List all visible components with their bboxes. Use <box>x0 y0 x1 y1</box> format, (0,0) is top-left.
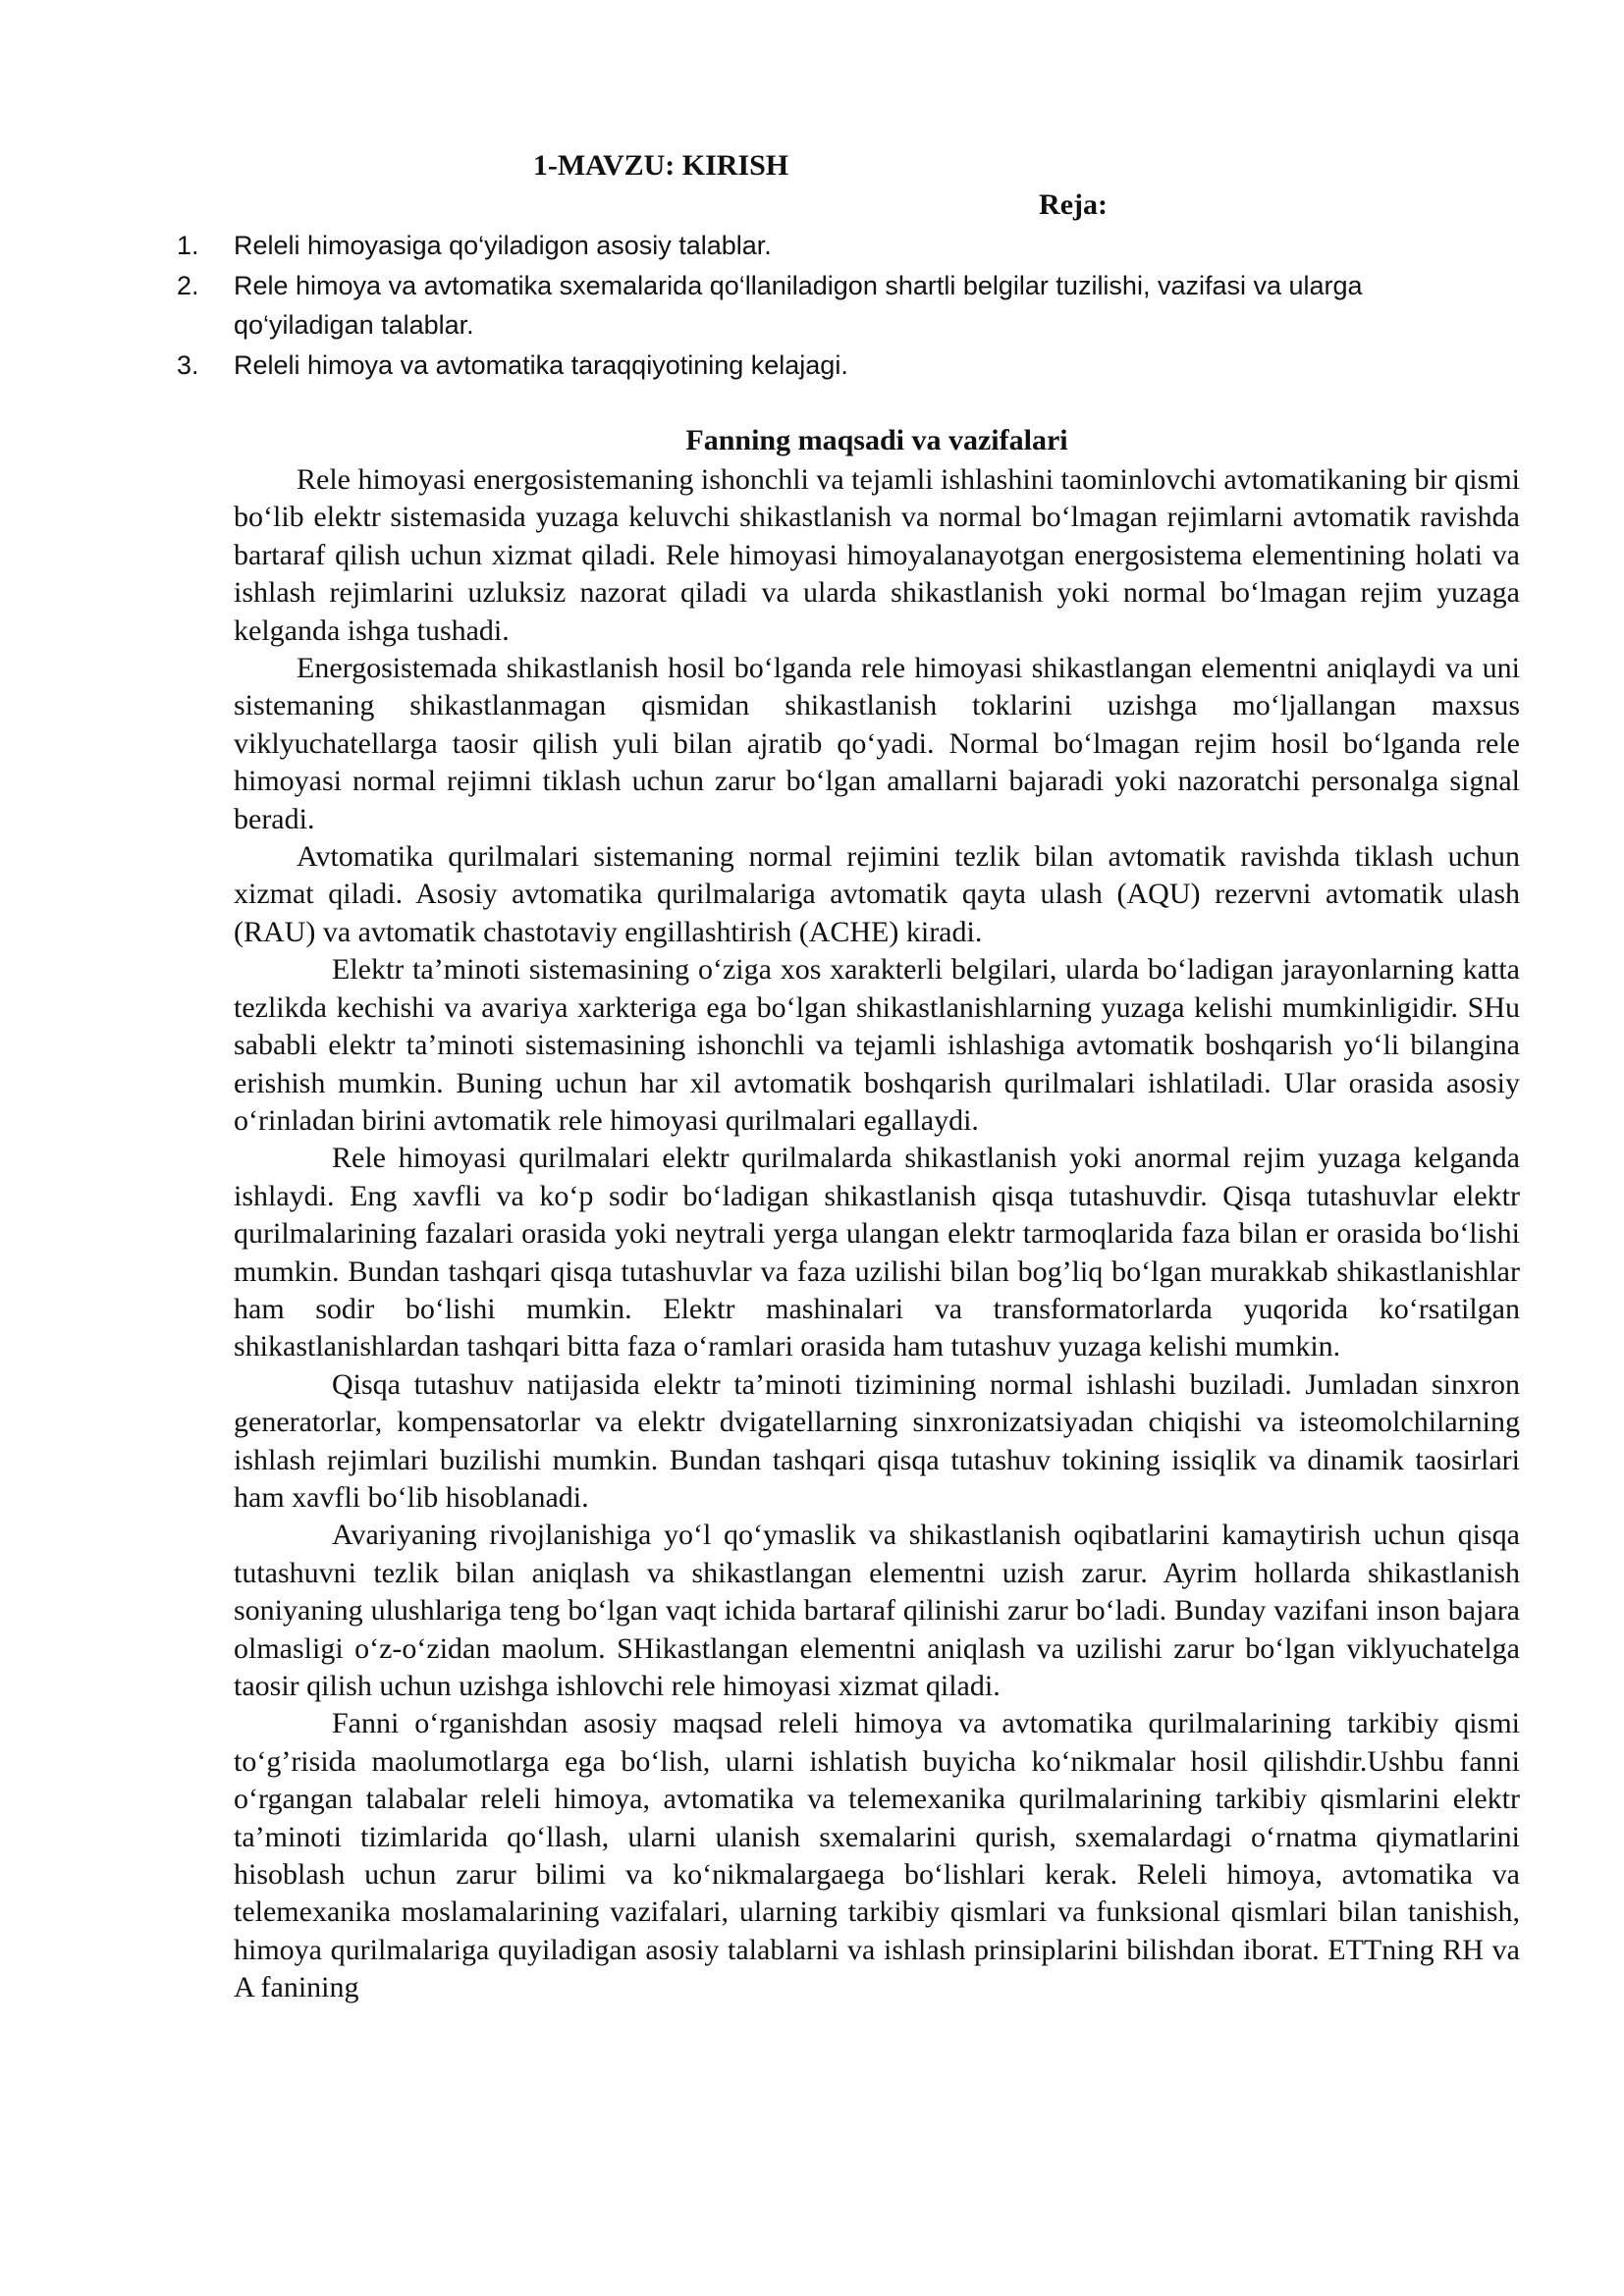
section-title: Fanning maqsadi va vazifalari <box>685 424 1068 456</box>
topic-title: 1-MAVZU: KIRISH <box>532 149 789 182</box>
plan-item-number: 3. <box>177 349 199 380</box>
body-paragraph: Fanni o‘rganishdan asosiy maqsad releli himoya va avtomatika qurilmalarining tarkibiy qismi to‘g’risida maolumotlarga ega bo‘lish, ularni ishlatish buyicha ko‘nikmalar hosil qilishdir.Ushbu fanni o‘rgangan talabalar releli himoya, avtomatika va telemexanika qurilmalarining tarkibiy qismlarini elektr ta’minoti tizimlarida qo‘llash, ularni ulanish sxemalarini qurish, sxemalardagi o‘rnatma qiymatlarini hisoblash uchun zarur bilimi va ko‘nikmalargaega bo‘lishlari kerak. Releli himoya, avtomatika va telemexanika moslamalarining vazifalari, ularning tarkibiy qismlari va funksional qismlari bilan tanishish, himoya qurilmalariga quyiladigan asosiy talablarni va ishlash prinsiplarini bilishdan iborat. ETTning RH va A fanining <box>234 1707 1520 2004</box>
plan-item-number: 1. <box>177 231 199 260</box>
body-paragraph: Elektr ta’minoti sistemasining o‘ziga xos xarakterli belgilari, ularda bo‘ladigan jarayonlarning katta tezlikda kechishi va avariya xarkteriga ega bo‘lgan shikastlanishlarning yuzaga kelishi mumkinligidir. SHu sababli elektr ta’minoti sistemasining ishonchli va tejamli ishlashiga avtomatik boshqarish yo‘li bilangina erishish mumkin. Buning uchun har xil avtomatik boshqarish qurilmalari ishlatiladi. Ular orasida asosiy o‘rinladan birini avtomatik rele himoyasi qurilmalari egallaydi. <box>234 953 1520 1137</box>
plan-label: Reja: <box>1039 188 1108 221</box>
body-paragraph: Avariyaning rivojlanishiga yo‘l qo‘ymaslik va shikastlanish oqibatlarini kamaytirish uchun qisqa tutashuvni tezlik bilan aniqlash va shikastlangan elementni uzish zarur. Ayrim hollarda shikastlanish soniyaning ulushlariga teng bo‘lgan vaqt ichida bartaraf qilinishi zarur bo‘ladi. Bunday vazifani inson bajara olmasligi o‘z-o‘zidan maolum. SHikastlangan elementni aniqlash va uzilishi zarur bo‘lgan viklyuchatelga taosir qilish uchun uzishga ishlovchi rele himoyasi xizmat qiladi. <box>234 1519 1520 1702</box>
plan-item <box>177 266 1520 346</box>
plan-item-number: 2. <box>177 270 199 300</box>
plan-item-text: Releli himoya va avtomatika taraqqiyotining kelajagi. <box>234 349 848 380</box>
plan-list <box>177 226 1520 385</box>
plan-item <box>177 226 1520 266</box>
document-page <box>177 147 1520 2007</box>
plan-item-text: Rele himoya va avtomatika sxemalarida qo‘llaniladigon shartli belgilar tuzilishi, vazifasi va ularga qo‘yiladigan talablar. <box>234 270 1363 340</box>
body-paragraph: Rele himoyasi qurilmalari elektr qurilmalarda shikastlanish yoki anormal rejim yuzaga kelganda ishlaydi. Eng xavfli va ko‘p sodir bo‘ladigan shikastlanish qisqa tutashuvdir. Qisqa tutashuvlar elektr qurilmalarining fazalari orasida yoki neytrali yerga ulangan elektr tarmoqlarida faza bilan er orasida bo‘lishi mumkin. Bundan tashqari qisqa tutashuvlar va faza uzilishi bilan bog’liq bo‘lgan murakkab shikastlanishlar ham sodir bo‘lishi mumkin. Elektr mashinalari va transformatorlarda yuqorida ko‘rsatilgan shikastlanishlardan tashqari bitta faza o‘ramlari orasida ham tutashuv yuzaga kelishi mumkin. <box>234 1142 1520 1363</box>
body-paragraph: Avtomatika qurilmalari sistemaning normal rejimini tezlik bilan avtomatik ravishda tiklash uchun xizmat qiladi. Asosiy avtomatika qurilmalariga avtomatik qayta ulash (AQU) rezervni avtomatik ulash (RAU) va avtomatik chastotaviy engillashtirish (ACHE) kiradi. <box>234 840 1520 948</box>
body-paragraph: Qisqa tutashuv natijasida elektr ta’minoti tizimining normal ishlashi buziladi. Jumladan sinxron generatorlar, kompensatorlar va elektr dvigatellarning sinxronizatsiyadan chiqishi va isteomolchilarning ishlash rejimlari buzilishi mumkin. Bundan tashqari qisqa tutashuv tokining issiqlik va dinamik taosirlari ham xavfli bo‘lib hisoblanadi. <box>234 1367 1520 1514</box>
body-paragraph: Rele himoyasi energosistemaning ishonchli va tejamli ishlashini taominlovchi avtomatikaning bir qismi bo‘lib elektr sistemasida yuzaga keluvchi shikastlanish va normal bo‘lmagan rejimlarni avtomatik ravishda bartaraf qilish uchun xizmat qiladi. Rele himoyasi himoyalanayotgan energosistema elementining holati va ishlash rejimlarini uzluksiz nazorat qiladi va ularda shikastlanish yoki normal bo‘lmagan rejim yuzaga kelganda ishga tushadi. <box>234 463 1520 647</box>
body-paragraph: Energosistemada shikastlanish hosil bo‘lganda rele himoyasi shikastlangan elementni aniqlaydi va uni sistemaning shikastlanmagan qismidan shikastlanish toklarini uzishga mo‘ljallangan maxsus viklyuchatellarga taosir qilish yuli bilan ajratib qo‘yadi. Normal bo‘lmagan rejim hosil bo‘lganda rele himoyasi normal rejimni tiklash uchun zarur bo‘lgan amallarni bajaradi yoki nazoratchi personalga signal beradi. <box>234 652 1520 835</box>
plan-item <box>177 346 1520 386</box>
plan-item-text: Releli himoyasiga qo‘yiladigon asosiy talablar. <box>234 231 772 260</box>
